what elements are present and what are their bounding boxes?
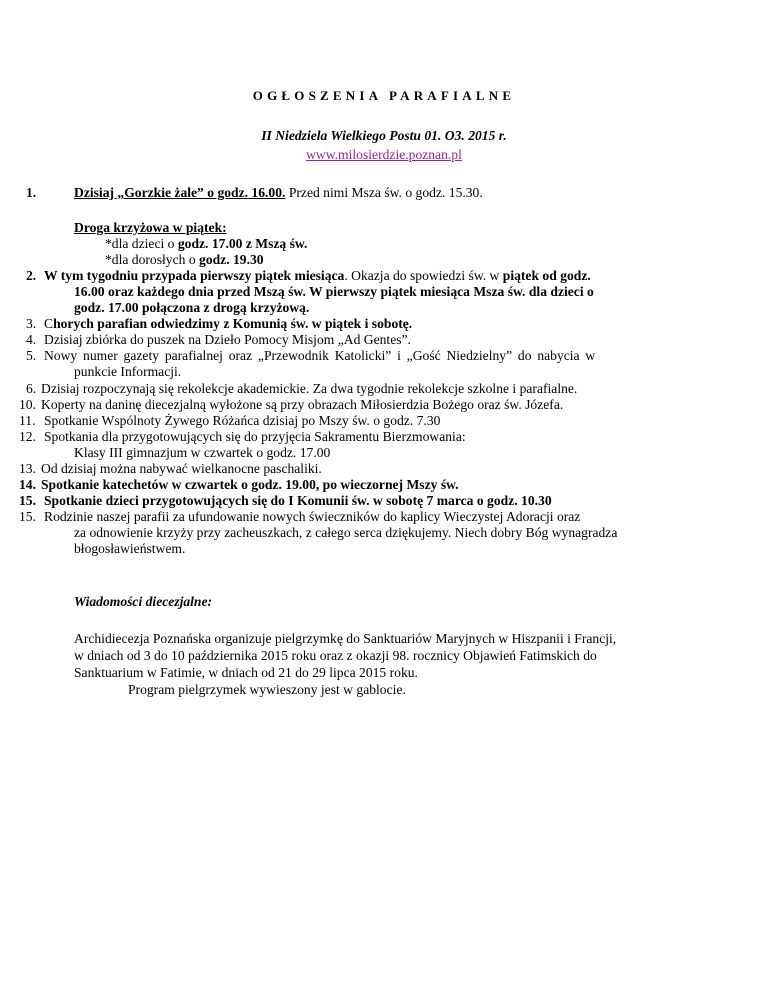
way-of-cross-children-time: godz. 17.00 z Mszą św. (177, 236, 308, 251)
way-of-cross-adults-time: godz. 19.30 (199, 252, 264, 267)
item-number: 5. (26, 348, 37, 363)
announcement-2-line-1 (44, 268, 591, 284)
announcement-3-initial: C (44, 316, 54, 331)
item-number: 4. (26, 332, 37, 347)
parish-website-link[interactable] (0, 147, 768, 163)
item-number: 1. (26, 185, 37, 200)
announcement-6: Dzisiaj rozpoczynają się rekolekcje akademickie. Za dwa tygodnie rekolekcje szkolne i parafialne. (41, 381, 578, 396)
announcement-5-line-1: Nowy numer gazety parafialnej oraz „Przewodnik Katolicki” i „Gość Niedzielny” do nabycia w (44, 348, 596, 363)
announcement-12-line-1: Spotkania dla przygotowujących się do przyjęcia Sakramentu Bierzmowania: (44, 429, 466, 444)
announcement-1 (74, 185, 483, 201)
announcement-14: Spotkanie katechetów w czwartek o godz. 19.00, po wieczornej Mszy św. (41, 477, 459, 492)
announcement-15b-line-2: za odnowienie krzyży przy zacheuszkach, z całego serca dziękujemy. Niech dobry Bóg wynagradza (74, 525, 618, 540)
announcement-10: Koperty na daninę diecezjalną wyłożone są przy obrazach Miłosierdzia Bożego oraz św. Józefa. (41, 397, 564, 412)
announcement-2-rest: . Okazja do spowiedzi św. w (344, 268, 503, 283)
item-number: 11. (19, 413, 36, 428)
announcement-2-line-2: 16.00 oraz każdego dnia przed Mszą św. W pierwszy piątek miesiąca Msza św. dla dzieci o (74, 284, 594, 299)
way-of-cross-children (105, 236, 307, 252)
announcement-15b-line-3: błogosławieństwem. (74, 541, 186, 556)
announcement-5-line-2: punkcie Informacji. (74, 364, 182, 379)
announcement-1-rest: Przed nimi Msza św. o godz. 15.30. (285, 185, 483, 200)
announcement-1-bold: Dzisiaj „Gorzkie żale” o godz. 16.00. (74, 185, 286, 200)
diocese-line-1: Archidiecezja Poznańska organizuje pielgrzymkę do Sanktuariów Maryjnych w Hiszpanii i Francji, (74, 631, 617, 646)
item-number: 10. (19, 397, 36, 412)
website-url[interactable]: www.milosierdzie.poznan.pl (306, 147, 462, 162)
way-of-cross-heading: Droga krzyżowa w piątek: (74, 220, 227, 235)
announcement-13: Od dzisiaj można nabywać wielkanocne paschaliki. (41, 461, 322, 476)
diocese-line-3: Sanktuarium w Fatimie, w dniach od 21 do 29 lipca 2015 roku. (74, 665, 418, 680)
announcement-4: Dzisiaj zbiórka do puszek na Dzieło Pomocy Misjom „Ad Gentes”. (44, 332, 411, 347)
item-number: 14. (19, 477, 36, 492)
item-number: 12. (19, 429, 36, 444)
item-number: 15. (19, 493, 36, 508)
announcement-3-bold: horych parafian odwiedzimy z Komunią św. w piątek i sobotę. (53, 316, 413, 331)
item-number: 15. (19, 509, 36, 524)
diocese-line-4: Program pielgrzymek wywieszony jest w gablocie. (128, 682, 406, 697)
announcement-11: Spotkanie Wspólnoty Żywego Różańca dzisiaj po Mszy św. o godz. 7.30 (44, 413, 441, 428)
way-of-cross-children-label: *dla dzieci o (105, 236, 178, 251)
page-subtitle: II Niedziela Wielkiego Postu 01. O3. 2015 r. (261, 128, 507, 143)
announcement-15b-line-1: Rodzinie naszej parafii za ufundowanie nowych świeczników do kaplicy Wieczystej Adoracji oraz (44, 509, 581, 524)
announcement-2-bold: W tym tygodniu przypada pierwszy piątek miesiąca (44, 268, 345, 283)
item-number: 13. (19, 461, 36, 476)
announcement-2-bold-end: piątek od godz. (502, 268, 591, 283)
page-title: OGŁOSZENIA PARAFIALNE (252, 88, 516, 103)
announcement-15a: Spotkanie dzieci przygotowujących się do I Komunii św. w sobotę 7 marca o godz. 10.30 (44, 493, 552, 508)
item-number: 2. (26, 268, 37, 283)
announcement-2-line-3: godz. 17.00 połączona z drogą krzyżową. (74, 300, 310, 315)
way-of-cross-adults (105, 252, 264, 268)
item-number: 3. (26, 316, 37, 331)
way-of-cross-adults-label: *dla dorosłych o (105, 252, 200, 267)
announcement-12-line-2: Klasy III gimnazjum w czwartek o godz. 17.00 (74, 445, 331, 460)
item-number: 6. (26, 381, 37, 396)
diocese-heading: Wiadomości diecezjalne: (74, 594, 213, 609)
diocese-line-2: w dniach od 3 do 10 października 2015 roku oraz z okazji 98. rocznicy Objawień Fatimskich do (74, 648, 597, 663)
announcement-3 (44, 316, 412, 332)
